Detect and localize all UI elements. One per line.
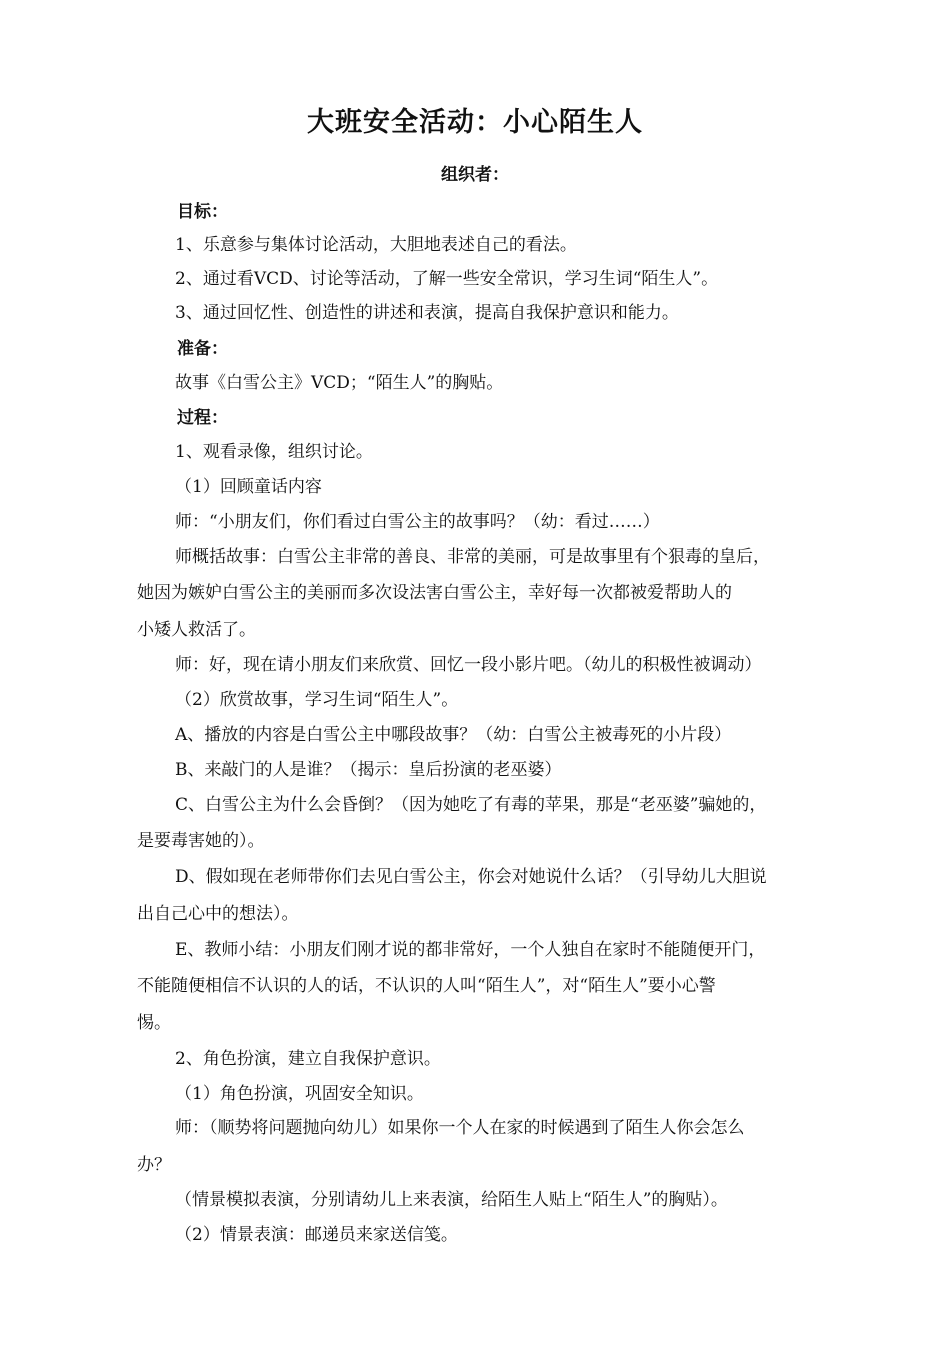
document-title: 大班安全活动：小心陌生人 xyxy=(307,107,643,138)
process-line: 师：“小朋友们，你们看过白雪公主的故事吗？（幼：看过……） xyxy=(175,512,660,532)
process-line: A、播放的内容是白雪公主中哪段故事？（幼：白雪公主被毒死的小片段） xyxy=(175,725,732,745)
process-line: 她因为嫉妒白雪公主的美丽而多次设法害白雪公主，幸好每一次都被爱帮助人的 xyxy=(137,583,732,603)
organizer-line: 组织者： xyxy=(441,165,509,185)
process-heading: 过程： xyxy=(177,408,228,428)
process-line: 不能随便相信不认识的人的话，不认识的人叫“陌生人”，对“陌生人”要小心警 xyxy=(137,976,716,996)
process-line: 师：（顺势将问题抛向幼儿）如果你一个人在家的时候遇到了陌生人你会怎么 xyxy=(175,1118,745,1138)
process-line: 出自己心中的想法）。 xyxy=(137,904,299,924)
process-line: 1、观看录像，组织讨论。 xyxy=(175,442,373,462)
process-line: B、来敲门的人是谁？（揭示：皇后扮演的老巫婆） xyxy=(175,760,562,780)
process-line: 惕。 xyxy=(137,1013,171,1033)
prep-heading: 准备： xyxy=(177,339,228,359)
process-line: （情景模拟表演，分别请幼儿上来表演，给陌生人贴上“陌生人”的胸贴）。 xyxy=(175,1190,728,1210)
process-line: （2）情景表演：邮递员来家送信笺。 xyxy=(175,1225,458,1245)
process-line: 是要毒害她的）。 xyxy=(137,831,265,851)
process-line: E、教师小结：小朋友们刚才说的都非常好，一个人独自在家时不能随便开门， xyxy=(175,940,766,960)
process-line: 小矮人救活了。 xyxy=(137,620,256,640)
goal-item: 2、通过看VCD、讨论等活动，了解一些安全常识，学习生词“陌生人”。 xyxy=(175,269,719,289)
process-line: （1）回顾童话内容 xyxy=(175,477,322,497)
process-line: 师：好，现在请小朋友们来欣赏、回忆一段小影片吧。（幼儿的积极性被调动） xyxy=(175,655,762,675)
process-line: C、白雪公主为什么会昏倒？（因为她吃了有毒的苹果，那是“老巫婆”骗她的， xyxy=(175,795,767,815)
process-line: D、假如现在老师带你们去见白雪公主，你会对她说什么话？（引导幼儿大胆说 xyxy=(175,867,767,887)
goal-item: 1、乐意参与集体讨论活动，大胆地表述自己的看法。 xyxy=(175,235,577,255)
process-line: （1）角色扮演，巩固安全知识。 xyxy=(175,1084,424,1104)
prep-text: 故事《白雪公主》VCD；“陌生人”的胸贴。 xyxy=(175,373,504,393)
goals-heading: 目标： xyxy=(177,202,228,222)
process-line: 办？ xyxy=(137,1155,171,1175)
goal-item: 3、通过回忆性、创造性的讲述和表演，提高自我保护意识和能力。 xyxy=(175,303,679,323)
process-line: （2）欣赏故事，学习生词“陌生人”。 xyxy=(175,690,459,710)
process-line: 师概括故事：白雪公主非常的善良、非常的美丽，可是故事里有个狠毒的皇后， xyxy=(175,547,770,567)
process-line: 2、角色扮演，建立自我保护意识。 xyxy=(175,1049,441,1069)
